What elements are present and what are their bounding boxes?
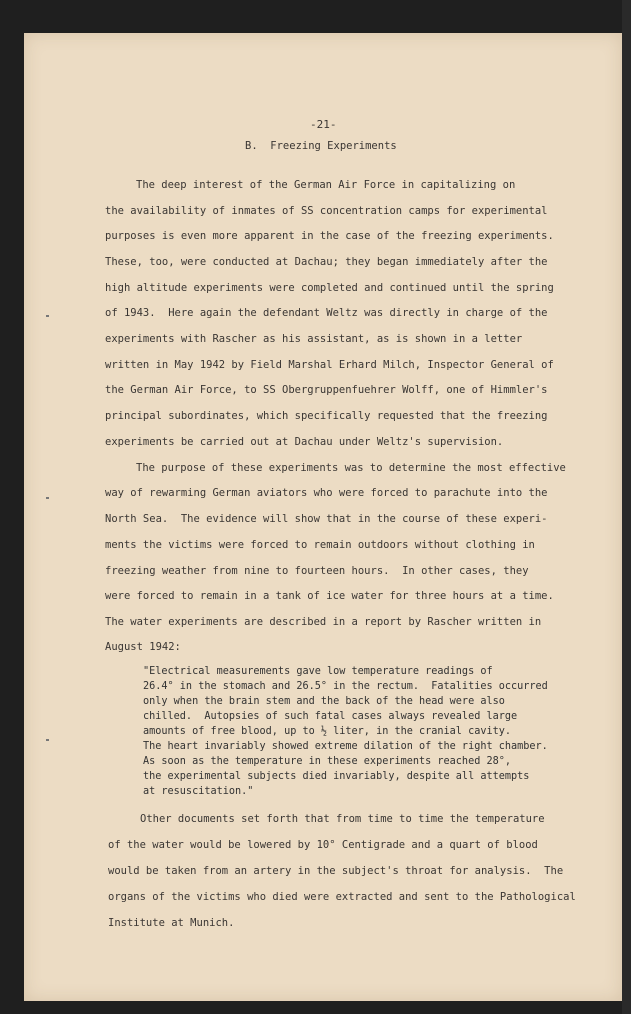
- quote-line: only when the brain stem and the back of the head were also: [143, 696, 505, 707]
- quote-line: 26.4° in the stomach and 26.5° in the rectum. Fatalities occurred: [143, 681, 548, 692]
- paragraph-line: would be taken from an artery in the subject's throat for analysis. The: [108, 865, 564, 877]
- section-heading: B. Freezing Experiments: [245, 140, 397, 152]
- quote-line: "Electrical measurements gave low temperature readings of: [143, 666, 493, 677]
- quote-line: chilled. Autopsies of such fatal cases always revealed large: [143, 711, 518, 722]
- paragraph-line: experiments be carried out at Dachau under Weltz's supervision.: [105, 436, 504, 448]
- quote-line: The heart invariably showed extreme dilation of the right chamber.: [143, 741, 548, 752]
- paragraph-line: of 1943. Here again the defendant Weltz was directly in charge of the: [105, 307, 548, 319]
- page-number: -21-: [310, 118, 337, 131]
- paragraph-line: August 1942:: [105, 641, 181, 653]
- paragraph-line: The water experiments are described in a report by Rascher written in: [105, 616, 542, 628]
- paragraph-line: the German Air Force, to SS Obergruppenfuehrer Wolff, one of Himmler's: [105, 384, 548, 396]
- paragraph-line: written in May 1942 by Field Marshal Erhard Milch, Inspector General of: [105, 359, 554, 371]
- paragraph-line: North Sea. The evidence will show that in the course of these experi-: [105, 513, 548, 525]
- margin-mark: [46, 315, 49, 317]
- paragraph-line: the availability of inmates of SS concentration camps for experimental: [105, 205, 548, 217]
- quote-line: the experimental subjects died invariably, despite all attempts: [143, 771, 530, 782]
- paragraph-line: principal subordinates, which specifically requested that the freezing: [105, 410, 548, 422]
- paragraph-line: These, too, were conducted at Dachau; they began immediately after the: [105, 256, 548, 268]
- paragraph-line: The purpose of these experiments was to determine the most effective: [136, 462, 566, 474]
- paragraph-line: freezing weather from nine to fourteen hours. In other cases, they: [105, 565, 529, 577]
- quote-line: As soon as the temperature in these experiments reached 28°,: [143, 756, 512, 767]
- paragraph-line: Other documents set forth that from time to time the temperature: [140, 813, 545, 825]
- margin-mark: [46, 739, 49, 741]
- scan-background-edge: [622, 0, 631, 1014]
- paragraph-line: way of rewarming German aviators who were forced to parachute into the: [105, 487, 548, 499]
- paragraph-line: The deep interest of the German Air Force in capitalizing on: [136, 179, 516, 191]
- paragraph-line: experiments with Rascher as his assistant, as is shown in a letter: [105, 333, 523, 345]
- paragraph-line: ments the victims were forced to remain outdoors without clothing in: [105, 539, 535, 551]
- margin-mark: [46, 497, 49, 499]
- quote-line: at resuscitation.": [143, 786, 254, 797]
- paragraph-line: purposes is even more apparent in the case of the freezing experiments.: [105, 230, 554, 242]
- quote-line: amounts of free blood, up to ½ liter, in the cranial cavity.: [143, 726, 512, 737]
- paragraph-line: organs of the victims who died were extracted and sent to the Pathological: [108, 891, 576, 903]
- paragraph-line: high altitude experiments were completed and continued until the spring: [105, 282, 554, 294]
- paragraph-line: were forced to remain in a tank of ice water for three hours at a time.: [105, 590, 554, 602]
- paragraph-line: of the water would be lowered by 10° Centigrade and a quart of blood: [108, 839, 538, 851]
- paragraph-line: Institute at Munich.: [108, 917, 235, 929]
